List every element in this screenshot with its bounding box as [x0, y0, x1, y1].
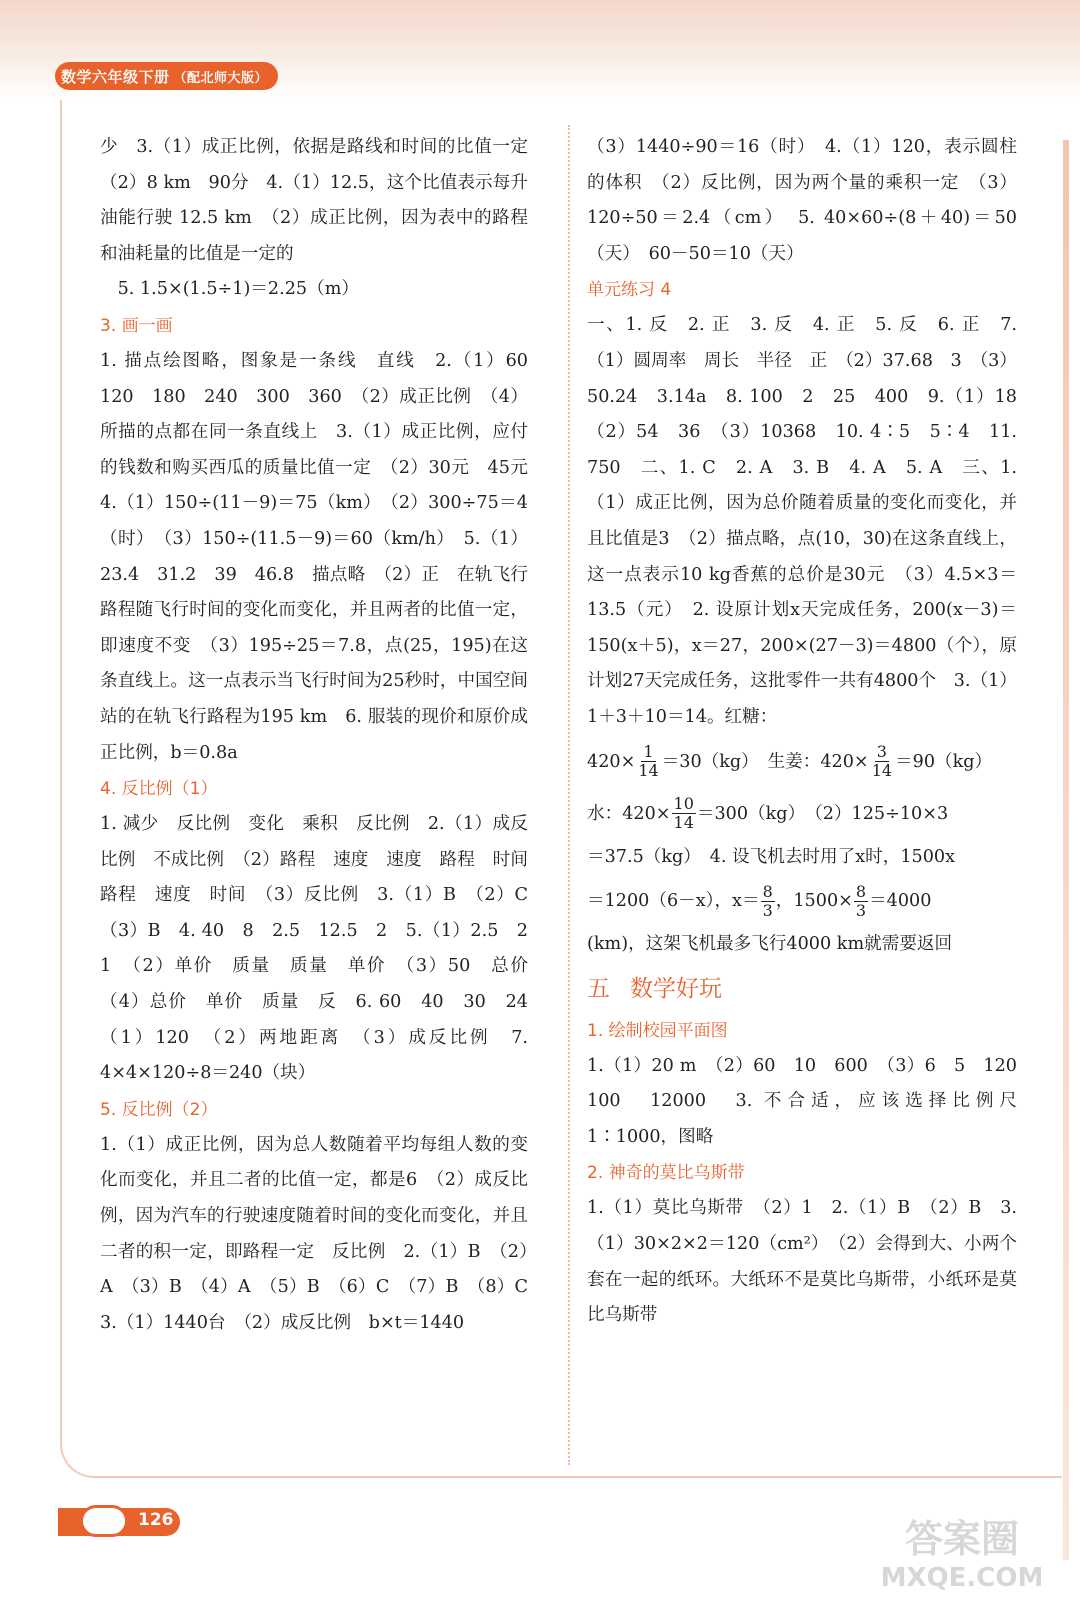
answer-paragraph: 1.（1）20 m （2）60 10 600 （3）6 5 120 100 12000 3. 不合适，应该选择比例尺1∶1000，图略	[587, 1055, 1035, 1147]
fraction-line: 420× $\frac{1}{14}$ ＝30（kg） 生姜：420× $\frac{3}{14}$ ＝90（kg）	[587, 742, 993, 780]
fraction: $\frac{8}{3}$	[855, 881, 867, 920]
section-heading: 5. 反比例（2）	[100, 1099, 218, 1120]
book-title: 数学六年级下册	[61, 67, 170, 86]
chapter-title: 数学好玩	[630, 975, 722, 1002]
page-circle-icon	[80, 1505, 128, 1537]
answer-paragraph: 1.（1）莫比乌斯带 （2）1 2.（1）B （2）B 3.（1）30×2×2＝120（cm²） （2）会得到大、小两个套在一起的纸环。大纸环不是莫比乌斯带，小纸环是莫比乌斯带	[587, 1198, 1017, 1326]
section-heading: 3. 画一画	[100, 315, 173, 336]
watermark-line2: MXQE.COM	[880, 1563, 1044, 1593]
page-number: 126	[138, 1510, 174, 1530]
answer-paragraph: ＝37.5（kg） 4. 设飞机去时用了x时，1500x	[587, 846, 956, 867]
column-divider	[568, 125, 570, 1465]
section-heading: 1. 绘制校园平面图	[587, 1020, 728, 1041]
answer-paragraph: （3）1440÷90＝16（时） 4.（1）120，表示圆柱的体积 （2）反比例，因为两个量的乘积一定 （3）120÷50＝2.4（cm） 5. 40×60÷(8＋40)＝50（天） 60－50＝10（天）	[587, 137, 1017, 264]
watermark-logo	[862, 1510, 1062, 1596]
right-answer-column	[587, 130, 1035, 1334]
book-edition: （配北师大版）	[173, 70, 269, 86]
fraction-line: ＝1200（6－x），x＝ $\frac{8}{3}$ ，1500× $\frac{8}{3}$ ＝4000	[587, 881, 932, 920]
answer-paragraph: 1.（1）成正比例，因为总人数随着平均每组人数的变化而变化，并且二者的比值一定，都是6 （2）成反比例，因为汽车的行驶速度随着时间的变化而变化，并且二者的积一定，即路程一定 反比例 2.（1）B （2）A （3）B （4）A （5）B （6）C （7）B （8）C 3.（1）1440台 （2）成反比例 b×t＝1440	[100, 1134, 546, 1333]
right-edge-bar	[1063, 140, 1069, 1560]
chapter-number: 五	[587, 975, 610, 1002]
answer-paragraph: 少 3.（1）成正比例，依据是路线和时间的比值一定 （2）8 km 90分 4.（1）12.5，这个比值表示每升油能行驶 12.5 km （2）成正比例，因为表中的路程和油耗量的比值是一定的	[100, 137, 546, 264]
chapter-heading	[587, 965, 1017, 1013]
answer-paragraph: 一、1. 反 2. 正 3. 反 4. 正 5. 反 6. 正 7.（1）圆周率 周长 半径 正 （2）37.68 3 （3）50.24 3.14a 8. 100 2 25 400 9.（1）18 （2）54 36 （3）10368 10. 4∶5 5∶4 11. 750 二、1. C 2. A 3. B 4. A 5. A 三、1.（1）成正比例，因为总价随着质量的变化而变化，并且比值是3 （2）描点略，点(10，30)在这条直线上，这一点表示10 kg香蕉的总价是30元 （3）4.5×3＝13.5（元） 2. 设原计划x天完成任务，200(x－3)＝150(x＋5)，x＝27，200×(27－3)＝4800（个），原计划27天完成任务，这批零件一共有4800个 3.（1）1＋3＋10＝14。红糖：	[587, 315, 1035, 727]
watermark-line1: 答案圈	[904, 1517, 1020, 1561]
answer-paragraph: 5. 1.5×(1.5÷1)＝2.25（m）	[100, 279, 359, 300]
left-answer-column	[100, 130, 546, 1341]
answer-paragraph: (km)，这架飞机最多飞行4000 km就需要返回	[587, 934, 953, 955]
section-heading: 4. 反比例（1）	[100, 779, 218, 800]
fraction: $\frac{1}{14}$	[638, 742, 659, 780]
fraction: $\frac{10}{14}$	[673, 794, 694, 832]
section-heading: 2. 神奇的莫比乌斯带	[587, 1163, 745, 1184]
answer-paragraph: 1. 减少 反比例 变化 乘积 反比例 2.（1）成反比例 不成比例 （2）路程 速度 速度 路程 时间 路程 速度 时间 （3）反比例 3.（1）B （2）C （3）B 4. 40 8 2.5 12.5 2 5.（1）2.5 2 1 （2）单价 质量 质量 单价 （3）50 总价 （4）总价 单价 质量 反 6. 60 40 30 24 （1）120 （2）两地距离 （3）成反比例 7. 4×4×120÷8＝240（块）	[100, 814, 546, 1084]
fraction-line: 水：420× $\frac{10}{14}$ ＝300（kg） （2）125÷10×3	[587, 794, 949, 832]
fraction: $\frac{3}{14}$	[871, 742, 893, 780]
fraction: $\frac{8}{3}$	[762, 881, 773, 920]
answer-paragraph: 1. 描点绘图略，图象是一条线 直线 2.（1）60 120 180 240 300 360 （2）成正比例 （4）所描的点都在同一条直线上 3.（1）成正比例，应付的钱数和购买西瓜的质量比值一定 （2）30元 45元 4.（1）150÷(11－9)＝75（km） （2）300÷75＝4（时） （3）150÷(11.5－9)＝60（km/h） 5.（1）23.4 31.2 39 46.8 描点略 （2）正 在轨飞行路程随飞行时间的变化而变化，并且两者的比值一定，即速度不变 （3）195÷25＝7.8，点(25，195)在这条直线上。这一点表示当飞行时间为25秒时，中国空间站的在轨飞行路程为195 km 6. 服装的现价和原价成正比例，b＝0.8a	[100, 350, 546, 763]
section-heading: 单元练习 4	[587, 280, 672, 301]
book-header-tag	[55, 62, 278, 90]
